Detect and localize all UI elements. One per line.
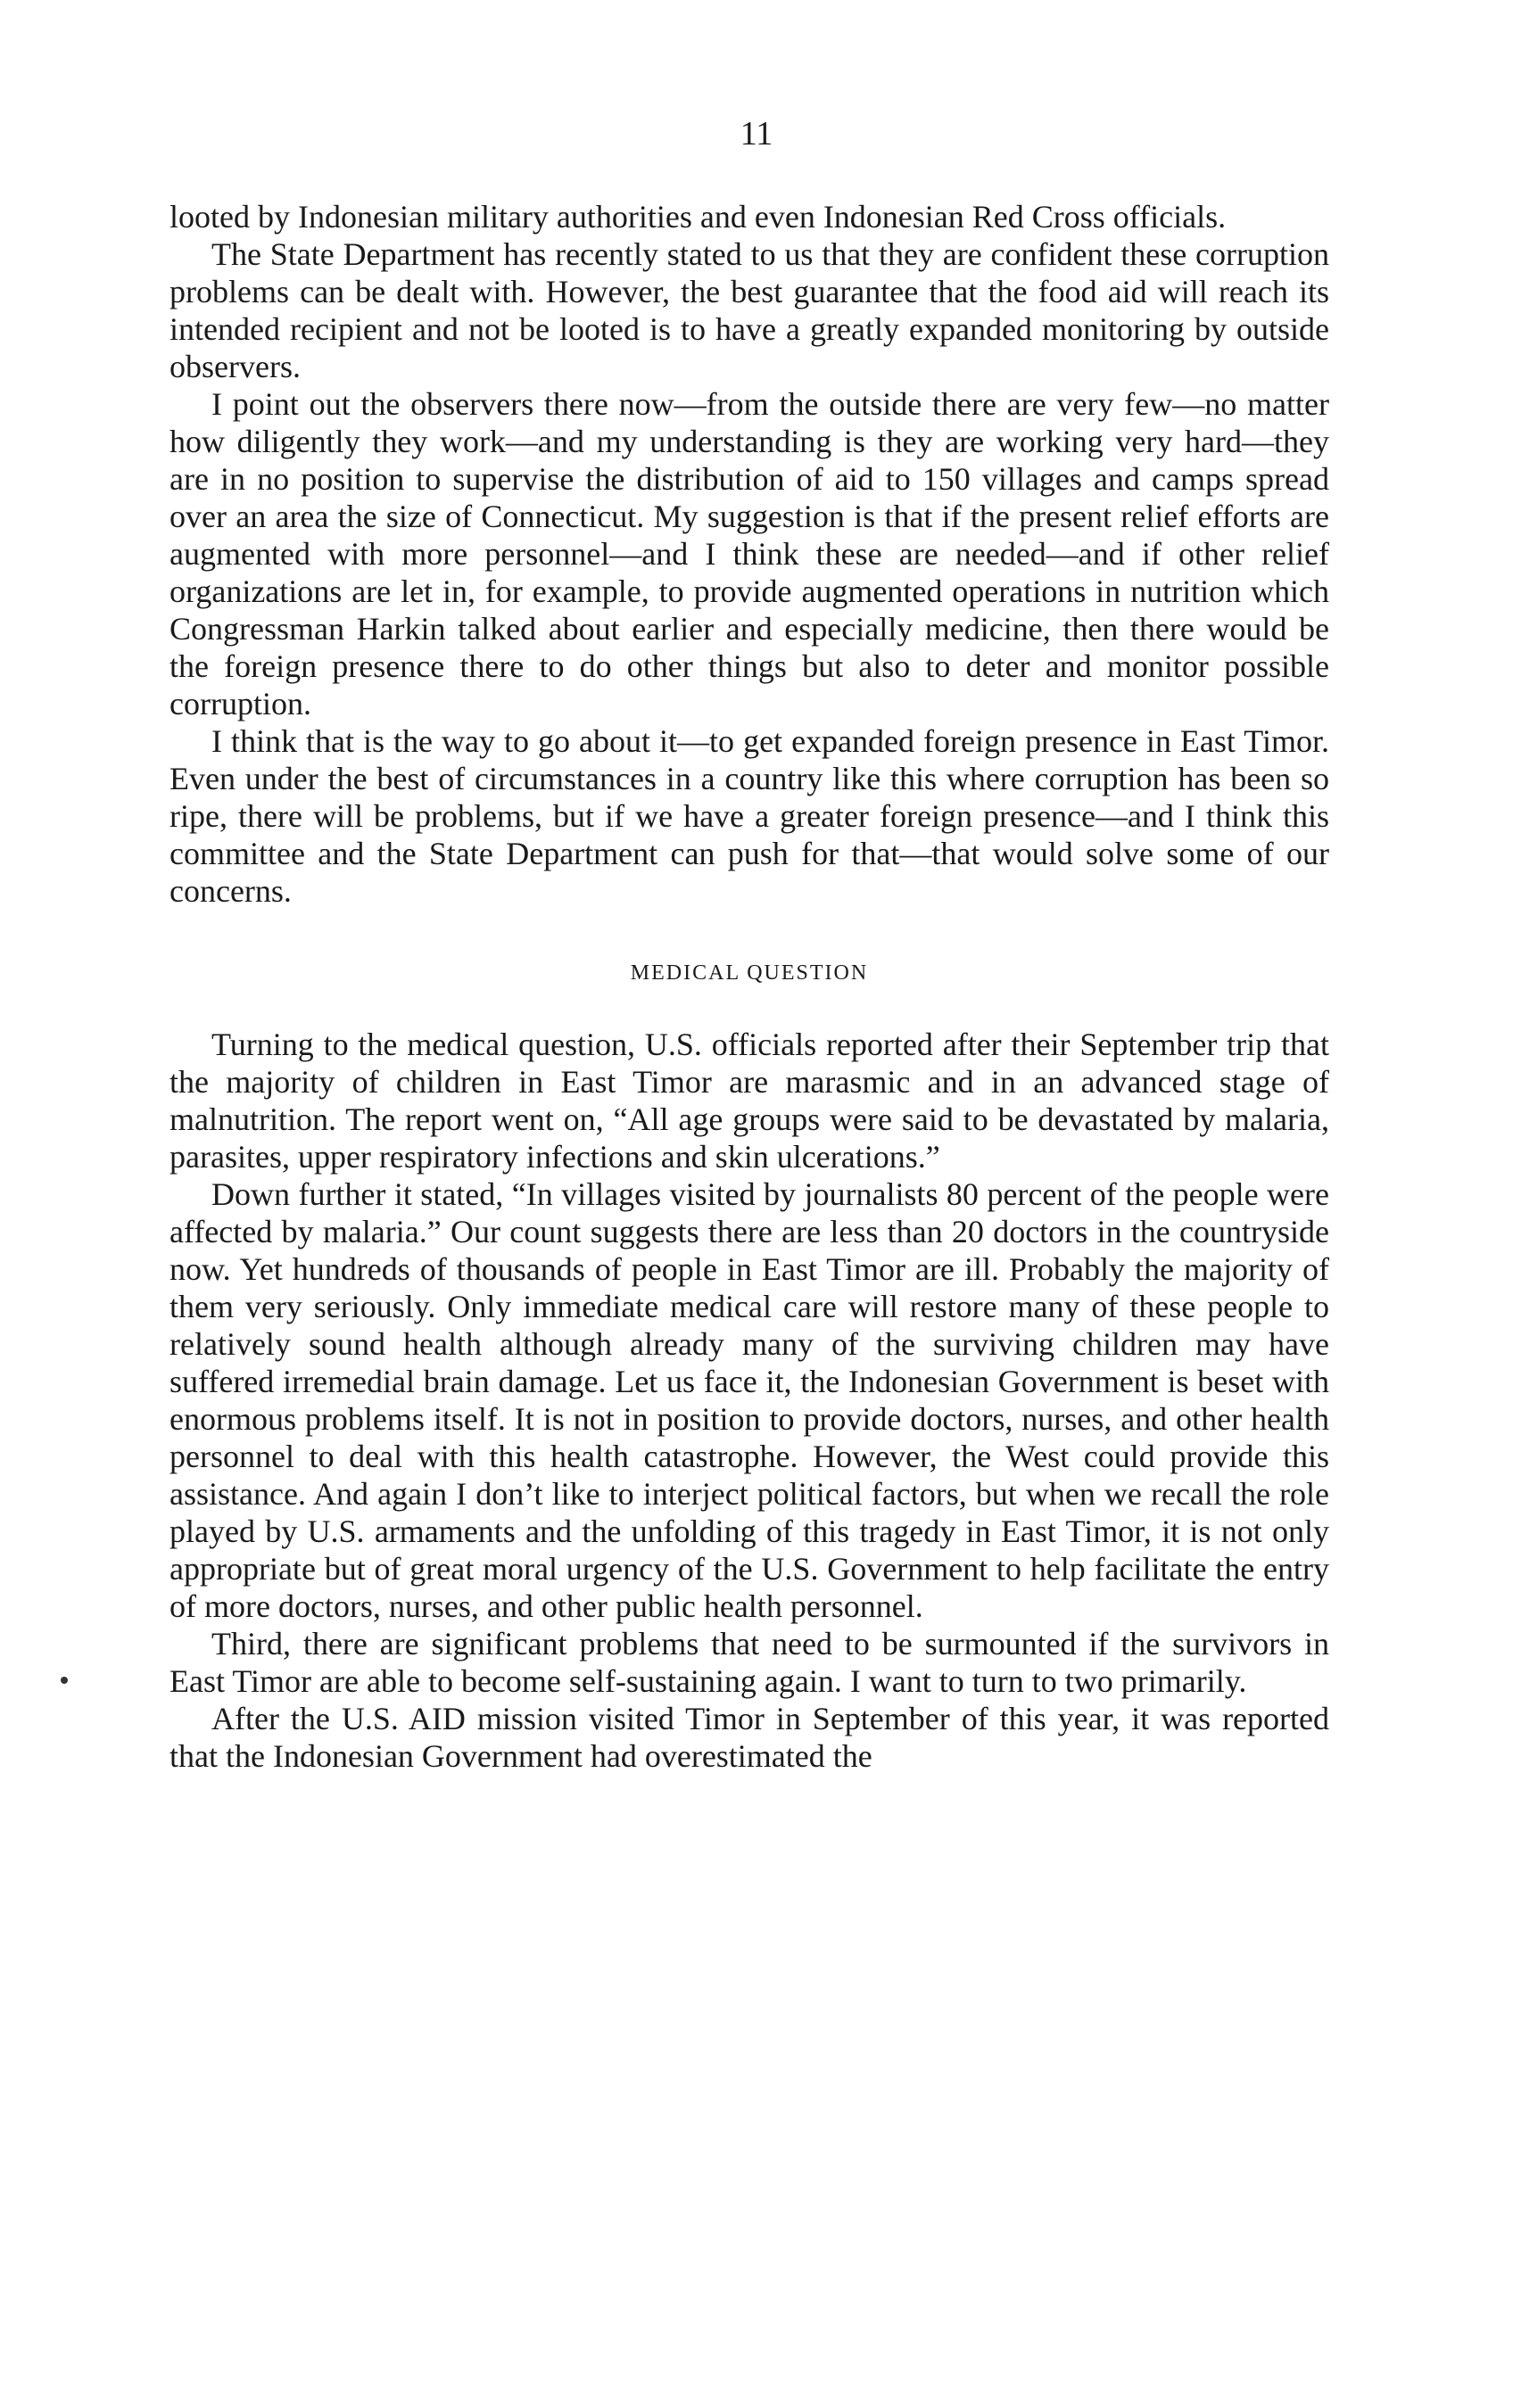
body-text — [169, 198, 1329, 1775]
paragraph-continuation: looted by Indonesian military authorities and even Indonesian Red Cross officials. — [169, 199, 1227, 235]
paragraph-medical-question: Turning to the medical question, U.S. officials reported after their September trip that the majority of children in East Timor are marasmic and in an advanced stage of malnutrition. The report went on, “All age groups were said to be devastated by malaria, parasites, upper respiratory infections and skin ulcerations.” — [169, 1027, 1329, 1175]
scan-speck — [61, 1677, 68, 1684]
section-heading-medical-question: MEDICAL QUESTION — [630, 961, 869, 985]
paragraph-malaria-doctors: Down further it stated, “In villages visited by journalists 80 percent of the people were affected by malaria.” Our count suggests there are less than 20 doctors in the countryside now. Yet hundreds of thousands of people in East Timor are ill. Probably the majority of them very seriously. Only immediate medical care will restore many of these people to relatively sound health although already many of the surviving children may have suffered irremedial brain damage. Let us face it, the Indonesian Government is beset with enormous problems itself. It is not in position to provide doctors, nurses, and other health personnel to deal with this health catastrophe. However, the West could provide this assistance. And again I don’t like to interject political factors, but when we recall the role played by U.S. armaments and the unfolding of this tragedy in East Timor, it is not only appropriate but of great moral urgency of the U.S. Government to help facilitate the entry of more doctors, nurses, and other public health personnel. — [169, 1176, 1329, 1624]
paragraph-self-sustaining: Third, there are significant problems that need to be surmounted if the survivors in East Timor are able to become self-sustaining again. I want to turn to two primarily. — [169, 1626, 1329, 1699]
paragraph-aid-mission: After the U.S. AID mission visited Timor in September of this year, it was reported that the Indonesian Government had overestimated the — [169, 1701, 1329, 1774]
page-number: 11 — [740, 115, 773, 153]
paragraph-foreign-presence: I think that is the way to go about it—to get expanded foreign presence in East Timor. Even under the best of circumstances in a country like this where corruption has been so ripe, there will be problems, but if we have a greater foreign presence—and I think this committee and the State Department can push for that—that would solve some of our concerns. — [169, 723, 1329, 909]
paragraph-state-department: The State Department has recently stated to us that they are confident these corruption problems can be dealt with. However, the best guarantee that the food aid will reach its intended recipient and not be looted is to have a greatly expanded monitoring by outside observers. — [169, 236, 1329, 384]
paragraph-observers: I point out the observers there now—from the outside there are very few—no matter how diligently they work—and my understanding is they are working very hard—they are in no position to supervise the distribution of aid to 150 villages and camps spread over an area the size of Connecticut. My suggestion is that if the present relief efforts are augmented with more personnel—and I think these are needed—and if other relief organizations are let in, for example, to provide augmented operations in nutrition which Congressman Harkin talked about earlier and especially medicine, then there would be the foreign presence there to do other things but also to deter and monitor possible corruption. — [169, 386, 1329, 722]
